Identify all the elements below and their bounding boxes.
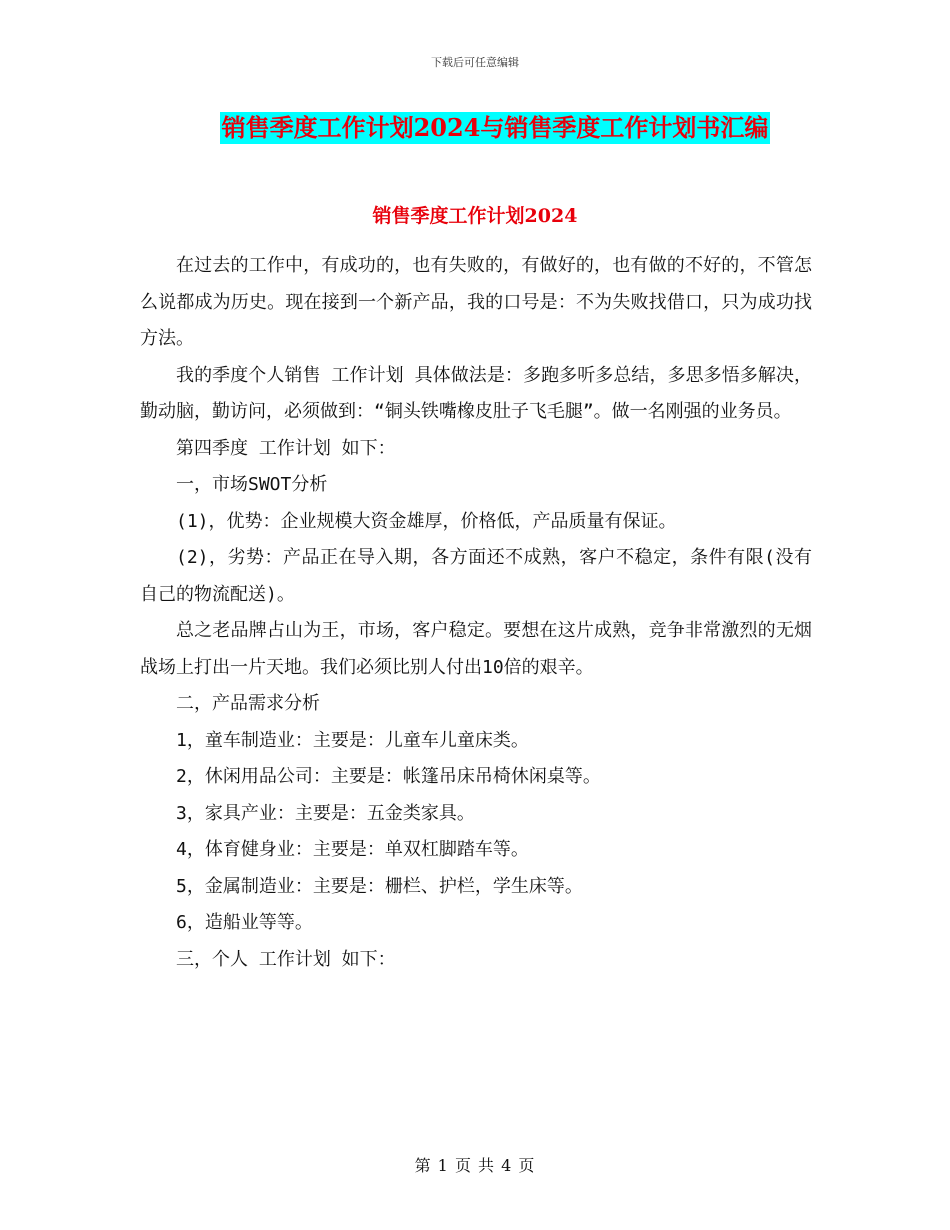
paragraph: (1)，优势：企业规模大资金雄厚，价格低，产品质量有保证。 bbox=[176, 510, 677, 532]
paragraph: 二，产品需求分析 bbox=[176, 693, 320, 714]
main-title: 销售季度工作计划2024与销售季度工作计划书汇编 bbox=[221, 113, 769, 142]
paragraph: 5，金属制造业：主要是：栅栏、护栏，学生床等。 bbox=[176, 875, 583, 897]
paragraph: 我的季度个人销售 工作计划 具体做法是：多跑多听多总结，多思多悟多解决，勤动脑，勤访问，必须做到：“铜头铁嘴橡皮肚子飞毛腿”。做一名刚强的业务员。 bbox=[140, 364, 812, 422]
section-title: 销售季度工作计划2024 bbox=[372, 205, 578, 227]
paragraph: 在过去的工作中，有成功的，也有失败的，有做好的，也有做的不好的，不管怎么说都成为历史。现在接到一个新产品，我的口号是：不为失败找借口，只为成功找方法。 bbox=[140, 255, 812, 349]
page-footer-page-number: 第 1 页 共 4 页 bbox=[414, 1156, 536, 1175]
paragraph: (2)，劣势：产品正在导入期，各方面还不成熟，客户不稳定，条件有限(没有自己的物流配送)。 bbox=[140, 547, 812, 605]
paragraph: 1，童车制造业：主要是：儿童车儿童床类。 bbox=[176, 729, 529, 751]
paragraph: 4，体育健身业：主要是：单双杠脚踏车等。 bbox=[176, 839, 529, 860]
paragraph: 2，休闲用品公司：主要是：帐篷吊床吊椅休闲桌等。 bbox=[176, 766, 601, 787]
paragraph: 6，造船业等等。 bbox=[176, 912, 313, 933]
main-title-container bbox=[0, 112, 950, 144]
paragraph: 总之老品牌占山为王，市场，客户稳定。要想在这片成熟，竞争非常激烈的无烟战场上打出一片天地。我们必须比别人付出10倍的艰辛。 bbox=[140, 620, 812, 678]
paragraph: 三，个人 工作计划 如下： bbox=[176, 948, 396, 970]
paragraph: 一，市场SWOT分析 bbox=[176, 474, 328, 495]
paragraph: 第四季度 工作计划 如下： bbox=[176, 437, 396, 459]
page-header-note: 下载后可任意编辑 bbox=[431, 56, 519, 69]
paragraph: 3，家具产业：主要是：五金类家具。 bbox=[176, 802, 475, 824]
document-body bbox=[140, 248, 812, 978]
